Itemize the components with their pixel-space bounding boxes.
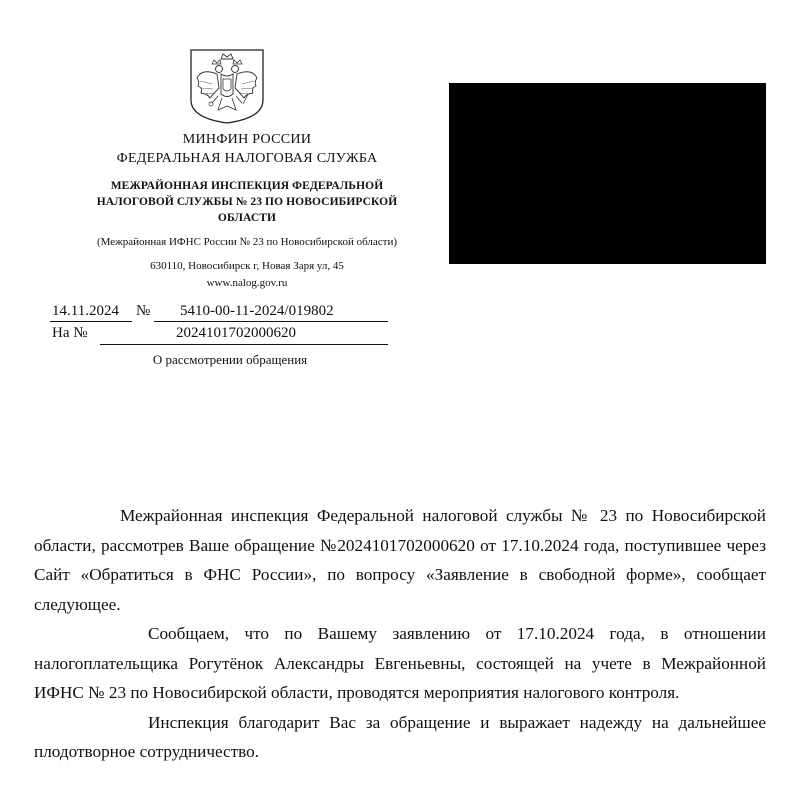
- inspection-name-line: НАЛОГОВОЙ СЛУЖБЫ № 23 ПО НОВОСИБИРСКОЙ: [96, 196, 398, 208]
- letter-body: [34, 501, 766, 767]
- reply-number-label: На №: [52, 325, 88, 341]
- inspection-short-name: (Межрайонная ИФНС России № 23 по Новосибирской области): [96, 236, 398, 248]
- inspection-name-line: МЕЖРАЙОННАЯ ИНСПЕКЦИЯ ФЕДЕРАЛЬНОЙ: [110, 180, 384, 192]
- ministry-name: МИНФИН РОССИИ: [182, 132, 312, 147]
- body-paragraph: Сообщаем, что по Вашему заявлению от 17.10.2024 года, в отношении налогоплательщика Рогутёнок Александры Евгеньевны, состоящей на учете в Межрайонной ИФНС № 23 по Новосибирской области, проводятся мероприятия налогового контроля.: [34, 624, 766, 702]
- redaction-block: [449, 83, 766, 264]
- outgoing-number: 5410-00-11-2024/019802: [180, 303, 334, 319]
- body-paragraph: Инспекция благодарит Вас за обращение и выражает надежду на дальнейшее плодотворное сотрудничество.: [34, 712, 766, 761]
- reply-underline: [100, 344, 388, 345]
- inspection-address: 630110, Новосибирск г, Новая Заря ул, 45: [150, 260, 344, 272]
- inspection-website: www.nalog.gov.ru: [206, 277, 288, 289]
- letter-subject: О рассмотрении обращения: [152, 352, 308, 367]
- outgoing-date: 14.11.2024: [52, 303, 119, 319]
- number-underline: [154, 321, 388, 322]
- inspection-name: [40, 178, 454, 226]
- russian-coat-of-arms-emblem: [188, 48, 266, 124]
- body-paragraph: Межрайонная инспекция Федеральной налоговой службы № 23 по Новосибирской области, рассмотрев Ваше обращение №2024101702000620 от 17.10.2024 года, поступившее через Сайт «Обратиться в ФНС России», по вопросу «Заявление в свободной форме», сообщает следующее.: [34, 506, 766, 614]
- service-name: ФЕДЕРАЛЬНАЯ НАЛОГОВАЯ СЛУЖБА: [116, 151, 378, 166]
- inspection-name-line: ОБЛАСТИ: [217, 212, 277, 224]
- reply-number: 2024101702000620: [176, 325, 296, 341]
- outgoing-number-label: №: [136, 303, 151, 319]
- date-underline: [50, 321, 132, 322]
